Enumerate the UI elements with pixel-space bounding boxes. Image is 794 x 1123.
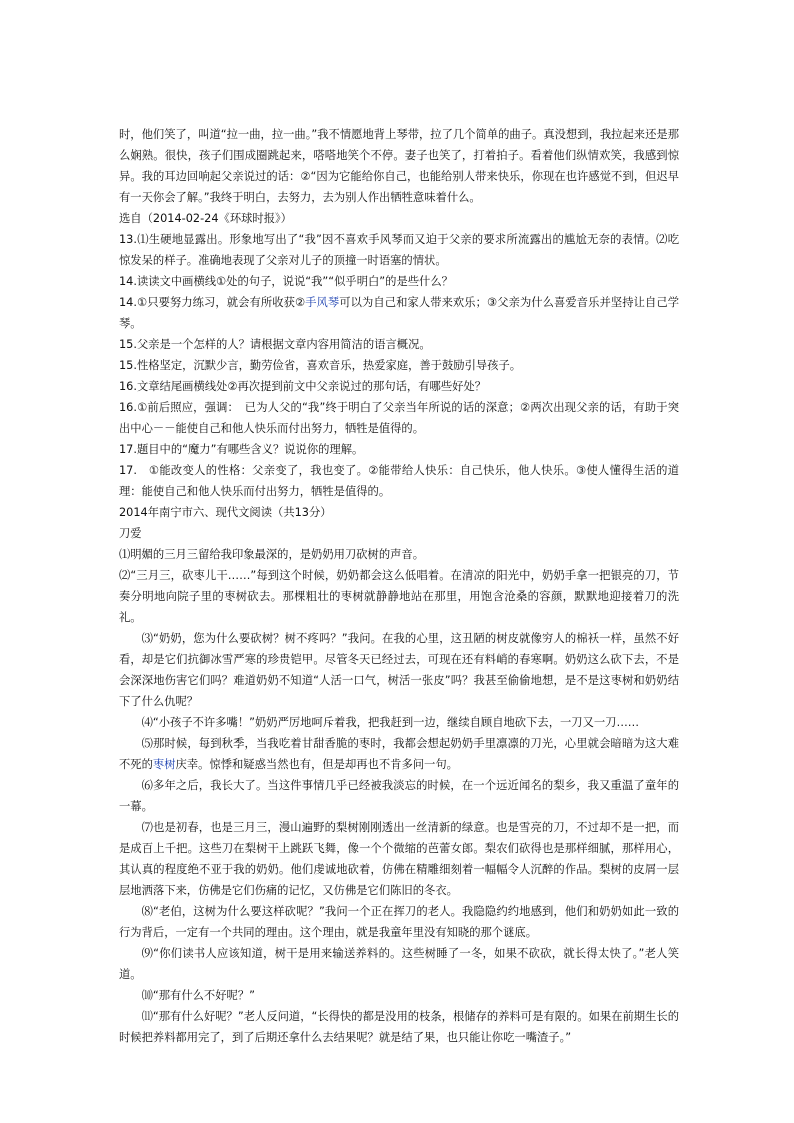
answer-14-text-b: 可以为自己和家人带来欢乐；③父亲为什么喜爱音乐并坚持让自己学琴。: [119, 296, 679, 330]
article-paragraph-6: ⑹多年之后，我长大了。当这件事情几乎已经被我淡忘的时候，在一个远近闻名的梨乡，我又重温了童年的一幕。: [119, 779, 679, 813]
article-paragraph-3: ⑶“奶奶，您为什么要砍树？树不疼吗？”我问。在我的心里，这丑陋的树皮就像穷人的棉袄一样，虽然不好看，却是它们抗御冰雪严寒的珍贵铠甲。尽管冬天已经过去，可现在还有料峭的春寒啊。奶奶这么砍下去，不是会深深地伤害它们吗？难道奶奶不知道“人活一口气，树活一张皮”吗？我甚至偷偷地想，是不是这枣树和奶奶结下了什么仇呢？: [119, 632, 679, 708]
article-paragraph-5: [119, 733, 679, 775]
paragraph-5-text-b: 庆幸。惊悸和疑惑当然也有，但是却再也不肯多问一句。: [175, 758, 458, 771]
jujube-tree-link[interactable]: 枣树: [152, 758, 176, 771]
document-page: [119, 124, 679, 1048]
question-17: 17.题目中的“魔力”有哪些含义？说说你的理解。: [119, 443, 364, 456]
article-paragraph-11: ⑾“那有什么好呢？”老人反问道，“长得快的都是没用的枝条，根储存的养料可是有限的。如果在前期生长的时候把养料都用完了，到了后期还拿什么去结果呢？就是结了果，也只能让你吃一嘴渣子。”: [119, 1010, 679, 1044]
section-header: 2014年南宁市六、现代文阅读（共13分）: [119, 506, 332, 519]
question-16: 16.文章结尾画横线处②再次提到前文中父亲说过的那句话，有哪些好处？: [119, 380, 487, 393]
article-paragraph-8: ⑻“老伯，这树为什么要这样砍呢？”我问一个正在挥刀的老人。我隐隐约约地感到，他们和奶奶如此一致的行为背后，一定有一个共同的理由。这个理由，就是我童年里没有知晓的那个谜底。: [119, 905, 679, 939]
answer-13: 13.⑴生硬地显露出。形象地写出了“我”因不喜欢手风琴而又迫于父亲的要求所流露出的尴尬无奈的表情。⑵吃惊发呆的样子。准确地表现了父亲对儿子的顶撞一时语塞的情状。: [119, 233, 679, 267]
article-title: 刀爱: [119, 527, 142, 540]
answer-16: 16.①前后照应，强调： 已为人父的“我”终于明白了父亲当年所说的话的深意；②两次出现父亲的话，有助于突出中心－－能使自己和他人快乐而付出努力，牺牲是值得的。: [119, 401, 679, 435]
paragraph-5-text-a: ⑸那时候，每到秋季，当我吃着甘甜香脆的枣时，我都会想起奶奶手里凛凛的刀光，心里就会暗暗为这大难不死的: [119, 737, 679, 771]
article-paragraph-10: ⑽“那有什么不好呢？”: [141, 989, 255, 1002]
answer-17: 17. ①能改变人的性格：父亲变了，我也变了。②能带给人快乐：自己快乐，他人快乐。③使人懂得生活的道理：能使自己和他人快乐而付出努力，牺牲是值得的。: [119, 464, 679, 498]
answer-14: [119, 292, 679, 334]
question-15: 15.父亲是一个怎样的人？请根据文章内容用简洁的语言概况。: [119, 338, 431, 351]
article-paragraph-2: ⑵“三月三，砍枣儿干……”每到这个时候，奶奶都会这么低唱着。在清凉的阳光中，奶奶手拿一把银亮的刀，节奏分明地向院子里的枣树砍去。那棵粗壮的枣树就静静地站在那里，用饱含沧桑的容颜，默默地迎接着刀的洗礼。: [119, 569, 679, 624]
article-paragraph-4: ⑷“小孩子不许多嘴！”奶奶严厉地呵斥着我，把我赶到一边，继续自顾自地砍下去，一刀又一刀……: [141, 716, 640, 729]
article-paragraph-1: ⑴明媚的三月三留给我印象最深的，是奶奶用刀砍树的声音。: [119, 548, 425, 561]
article-paragraph-7: ⑺也是初春，也是三月三，漫山遍野的梨树刚刚透出一丝清新的绿意。也是雪亮的刀，不过却不是一把，而是成百上千把。这些刀在梨树干上跳跃飞舞，像一个个微缩的芭蕾女郎。梨农们砍得也是那样细腻，那样用心，其认真的程度绝不亚于我的奶奶。他们虔诚地砍着，仿佛在精雕细刻着一幅幅令人沉醉的作品。梨树的皮屑一层层地洒落下来，仿佛是它们伤痛的记忆，又仿佛是它们陈旧的冬衣。: [119, 821, 679, 897]
answer-15: 15.性格坚定，沉默少言，勤劳俭省，喜欢音乐，热爱家庭，善于鼓励引导孩子。: [119, 359, 522, 372]
story-paragraph: 时，他们笑了，叫道“拉一曲，拉一曲。”我不情愿地背上琴带，拉了几个简单的曲子。真没想到，我拉起来还是那么娴熟。很快，孩子们围成圈跳起来，嗒嗒地笑个不停。妻子也笑了，打着拍子。看着他们纵情欢笑，我感到惊异。我的耳边回响起父亲说过的话：②“因为它能给你自己，也能给别人带来快乐，你现在也许感觉不到，但迟早有一天你会了解。”我终于明白，去努力，去为别人作出牺牲意味着什么。: [119, 128, 679, 204]
question-14: 14.读读文中画横线①处的句子，说说“我”“似乎明白”的是些什么？: [119, 275, 453, 288]
source-line: 选自（2014-02-24《环球时报》）: [119, 212, 292, 225]
answer-14-text-a: 14.①只要努力练习，就会有所收获②: [119, 296, 306, 309]
accordion-link[interactable]: 手风琴: [305, 296, 340, 309]
article-paragraph-9: ⑼“你们读书人应该知道，树干是用来输送养料的。这些树睡了一冬，如果不砍砍，就长得太快了。”老人笑道。: [119, 947, 679, 981]
